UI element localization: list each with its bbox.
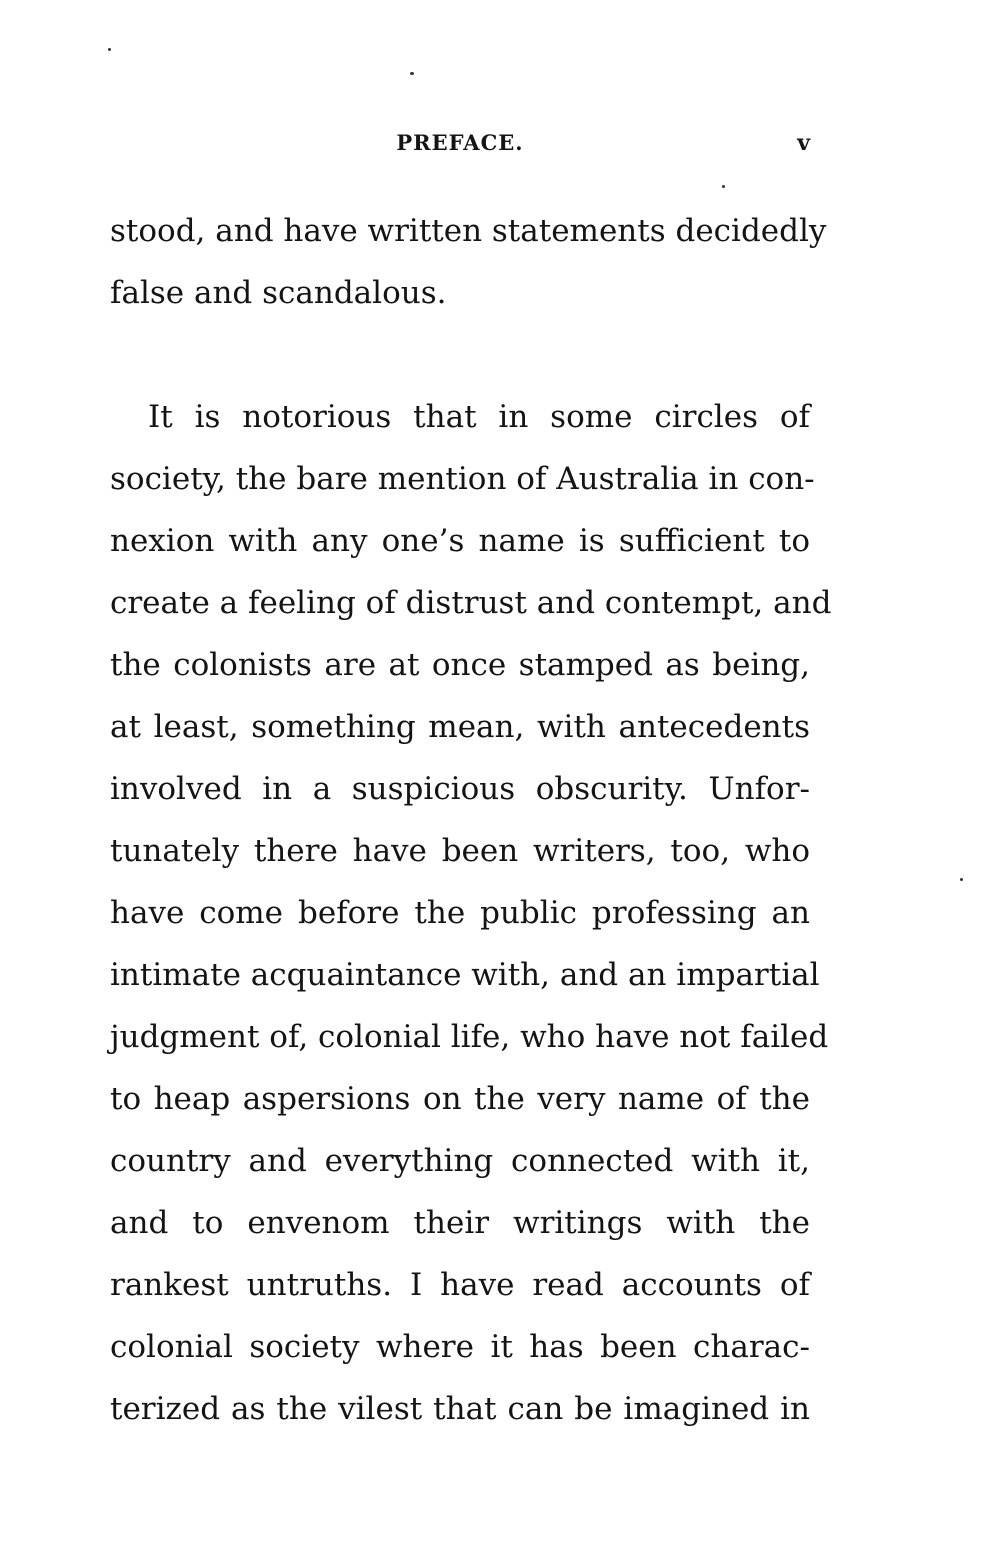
text-line: involved in a suspicious obscurity. Unfor- — [110, 771, 810, 807]
text-line: and to envenom their writings with the — [110, 1205, 810, 1241]
print-speck — [960, 878, 963, 881]
text-line: terized as the vilest that can be imagined in — [110, 1391, 810, 1427]
body-text — [110, 200, 832, 1440]
text-line: false and scandalous. — [110, 275, 447, 311]
text-line: rankest untruths. I have read accounts of — [110, 1267, 810, 1303]
text-line: to heap aspersions on the very name of the — [110, 1081, 810, 1117]
text-line: intimate acquaintance with, and an impartial — [110, 957, 820, 993]
text-line: at least, something mean, with antecedents — [110, 709, 810, 745]
print-speck — [722, 185, 725, 188]
text-line: judgment of, colonial life, who have not failed — [110, 1019, 829, 1055]
page-header — [110, 130, 810, 164]
text-line: nexion with any one’s name is sufficient to — [110, 523, 810, 559]
text-line: It is notorious that in some circles of — [148, 399, 810, 435]
print-speck — [108, 48, 111, 51]
paragraph — [110, 386, 832, 1440]
text-line: have come before the public professing an — [110, 895, 810, 931]
text-line: tunately there have been writers, too, who — [110, 833, 810, 869]
text-line: country and everything connected with it, — [110, 1143, 810, 1179]
text-line: create a feeling of distrust and contempt, and — [110, 585, 832, 621]
page-number: v — [797, 130, 810, 156]
text-line: stood, and have written statements decidedly — [110, 213, 827, 249]
print-speck — [410, 72, 414, 75]
text-line: the colonists are at once stamped as being, — [110, 647, 810, 683]
text-line: colonial society where it has been charac- — [110, 1329, 810, 1365]
text-line: society, the bare mention of Australia in con- — [110, 461, 815, 497]
paragraph — [110, 200, 827, 324]
running-head: PREFACE. — [396, 130, 524, 155]
